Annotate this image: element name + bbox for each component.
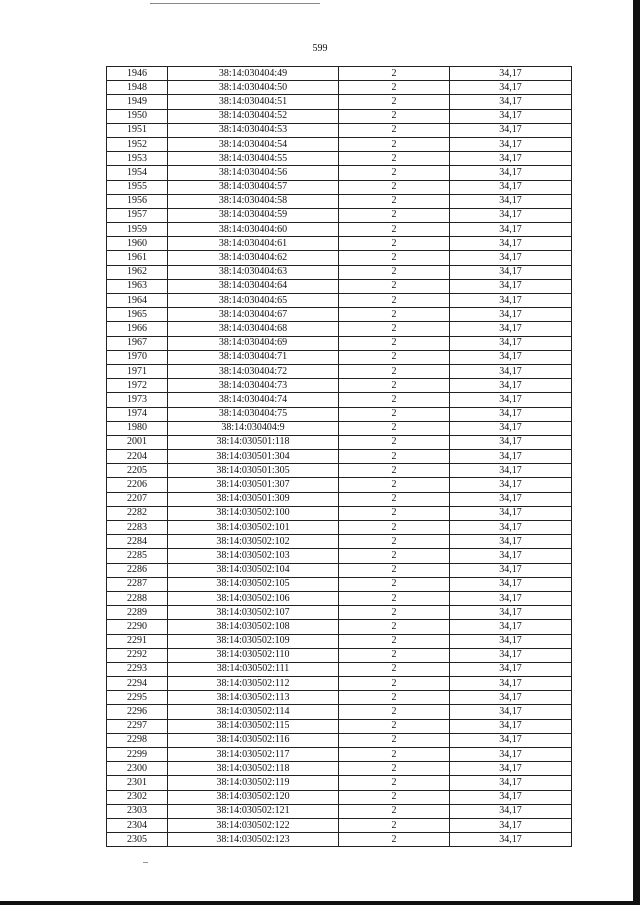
row-number-cell: 1962 <box>107 265 168 279</box>
count-cell: 2 <box>339 81 450 95</box>
table-row <box>107 748 572 762</box>
count-cell: 2 <box>339 265 450 279</box>
table-row <box>107 81 572 95</box>
cadastral-number-cell: 38:14:030502:120 <box>168 790 339 804</box>
cadastral-number-cell: 38:14:030404:61 <box>168 237 339 251</box>
row-number-cell: 2287 <box>107 577 168 591</box>
row-number-cell: 2206 <box>107 478 168 492</box>
table-row <box>107 223 572 237</box>
cadastral-number-cell: 38:14:030502:101 <box>168 521 339 535</box>
count-cell: 2 <box>339 109 450 123</box>
row-number-cell: 2293 <box>107 662 168 676</box>
count-cell: 2 <box>339 194 450 208</box>
count-cell: 2 <box>339 733 450 747</box>
table-row <box>107 350 572 364</box>
table-row <box>107 109 572 123</box>
row-number-cell: 2305 <box>107 833 168 847</box>
row-number-cell: 1948 <box>107 81 168 95</box>
row-number-cell: 2285 <box>107 549 168 563</box>
table-row <box>107 776 572 790</box>
count-cell: 2 <box>339 492 450 506</box>
count-cell: 2 <box>339 308 450 322</box>
table-row <box>107 478 572 492</box>
count-cell: 2 <box>339 577 450 591</box>
value-cell: 34,17 <box>450 265 572 279</box>
row-number-cell: 2291 <box>107 634 168 648</box>
value-cell: 34,17 <box>450 804 572 818</box>
count-cell: 2 <box>339 237 450 251</box>
cadastral-number-cell: 38:14:030404:49 <box>168 67 339 81</box>
table-body <box>107 67 572 847</box>
row-number-cell: 1965 <box>107 308 168 322</box>
table-row <box>107 677 572 691</box>
row-number-cell: 2289 <box>107 606 168 620</box>
cadastral-number-cell: 38:14:030404:55 <box>168 152 339 166</box>
cadastral-number-cell: 38:14:030404:58 <box>168 194 339 208</box>
count-cell: 2 <box>339 521 450 535</box>
page-number: 599 <box>312 43 328 54</box>
row-number-cell: 1964 <box>107 294 168 308</box>
cadastral-number-cell: 38:14:030501:307 <box>168 478 339 492</box>
cadastral-number-cell: 38:14:030502:109 <box>168 634 339 648</box>
scan-top-mark <box>150 0 320 4</box>
row-number-cell: 2204 <box>107 450 168 464</box>
cadastral-number-cell: 38:14:030404:54 <box>168 137 339 151</box>
table-row <box>107 521 572 535</box>
value-cell: 34,17 <box>450 152 572 166</box>
cadastral-number-cell: 38:14:030404:65 <box>168 294 339 308</box>
cadastral-number-cell: 38:14:030502:110 <box>168 648 339 662</box>
value-cell: 34,17 <box>450 294 572 308</box>
cadastral-number-cell: 38:14:030404:74 <box>168 393 339 407</box>
value-cell: 34,17 <box>450 549 572 563</box>
count-cell: 2 <box>339 762 450 776</box>
row-number-cell: 1967 <box>107 336 168 350</box>
count-cell: 2 <box>339 95 450 109</box>
table-row <box>107 152 572 166</box>
value-cell: 34,17 <box>450 591 572 605</box>
value-cell: 34,17 <box>450 677 572 691</box>
cadastral-number-cell: 38:14:030502:113 <box>168 691 339 705</box>
cadastral-number-cell: 38:14:030404:59 <box>168 208 339 222</box>
count-cell: 2 <box>339 464 450 478</box>
value-cell: 34,17 <box>450 521 572 535</box>
count-cell: 2 <box>339 535 450 549</box>
cadastral-number-cell: 38:14:030404:57 <box>168 180 339 194</box>
value-cell: 34,17 <box>450 776 572 790</box>
table-row <box>107 251 572 265</box>
value-cell: 34,17 <box>450 67 572 81</box>
value-cell: 34,17 <box>450 790 572 804</box>
value-cell: 34,17 <box>450 237 572 251</box>
row-number-cell: 1972 <box>107 379 168 393</box>
row-number-cell: 2302 <box>107 790 168 804</box>
value-cell: 34,17 <box>450 492 572 506</box>
value-cell: 34,17 <box>450 208 572 222</box>
cadastral-number-cell: 38:14:030404:62 <box>168 251 339 265</box>
cadastral-number-cell: 38:14:030501:305 <box>168 464 339 478</box>
row-number-cell: 2298 <box>107 733 168 747</box>
value-cell: 34,17 <box>450 620 572 634</box>
value-cell: 34,17 <box>450 393 572 407</box>
value-cell: 34,17 <box>450 506 572 520</box>
row-number-cell: 2304 <box>107 818 168 832</box>
count-cell: 2 <box>339 152 450 166</box>
row-number-cell: 2303 <box>107 804 168 818</box>
count-cell: 2 <box>339 223 450 237</box>
row-number-cell: 2001 <box>107 435 168 449</box>
count-cell: 2 <box>339 350 450 364</box>
table-row <box>107 421 572 435</box>
scan-edge-right <box>633 0 640 905</box>
table-row <box>107 620 572 634</box>
table-row <box>107 95 572 109</box>
value-cell: 34,17 <box>450 606 572 620</box>
value-cell: 34,17 <box>450 407 572 421</box>
cadastral-number-cell: 38:14:030404:52 <box>168 109 339 123</box>
value-cell: 34,17 <box>450 350 572 364</box>
count-cell: 2 <box>339 748 450 762</box>
table-row <box>107 535 572 549</box>
count-cell: 2 <box>339 634 450 648</box>
count-cell: 2 <box>339 833 450 847</box>
row-number-cell: 1952 <box>107 137 168 151</box>
row-number-cell: 1955 <box>107 180 168 194</box>
value-cell: 34,17 <box>450 450 572 464</box>
count-cell: 2 <box>339 506 450 520</box>
table-row <box>107 818 572 832</box>
value-cell: 34,17 <box>450 95 572 109</box>
count-cell: 2 <box>339 322 450 336</box>
table-row <box>107 137 572 151</box>
cadastral-number-cell: 38:14:030501:118 <box>168 435 339 449</box>
cadastral-number-cell: 38:14:030502:103 <box>168 549 339 563</box>
table-row <box>107 407 572 421</box>
cadastral-number-cell: 38:14:030502:122 <box>168 818 339 832</box>
table-row <box>107 393 572 407</box>
count-cell: 2 <box>339 435 450 449</box>
count-cell: 2 <box>339 776 450 790</box>
value-cell: 34,17 <box>450 733 572 747</box>
table-row <box>107 577 572 591</box>
value-cell: 34,17 <box>450 308 572 322</box>
cadastral-number-cell: 38:14:030502:100 <box>168 506 339 520</box>
table-row <box>107 450 572 464</box>
table-row <box>107 322 572 336</box>
value-cell: 34,17 <box>450 322 572 336</box>
table-row <box>107 492 572 506</box>
count-cell: 2 <box>339 563 450 577</box>
value-cell: 34,17 <box>450 364 572 378</box>
count-cell: 2 <box>339 450 450 464</box>
row-number-cell: 2300 <box>107 762 168 776</box>
cadastral-number-cell: 38:14:030404:73 <box>168 379 339 393</box>
value-cell: 34,17 <box>450 279 572 293</box>
count-cell: 2 <box>339 549 450 563</box>
value-cell: 34,17 <box>450 748 572 762</box>
count-cell: 2 <box>339 166 450 180</box>
row-number-cell: 1957 <box>107 208 168 222</box>
count-cell: 2 <box>339 294 450 308</box>
row-number-cell: 1971 <box>107 364 168 378</box>
row-number-cell: 2301 <box>107 776 168 790</box>
scan-edge-bottom <box>0 901 640 905</box>
table-row <box>107 606 572 620</box>
count-cell: 2 <box>339 137 450 151</box>
cadastral-number-cell: 38:14:030502:117 <box>168 748 339 762</box>
cadastral-number-cell: 38:14:030404:56 <box>168 166 339 180</box>
table-row <box>107 506 572 520</box>
cadastral-number-cell: 38:14:030404:68 <box>168 322 339 336</box>
value-cell: 34,17 <box>450 719 572 733</box>
row-number-cell: 2299 <box>107 748 168 762</box>
count-cell: 2 <box>339 705 450 719</box>
value-cell: 34,17 <box>450 81 572 95</box>
count-cell: 2 <box>339 180 450 194</box>
value-cell: 34,17 <box>450 379 572 393</box>
count-cell: 2 <box>339 677 450 691</box>
table-row <box>107 237 572 251</box>
count-cell: 2 <box>339 691 450 705</box>
value-cell: 34,17 <box>450 762 572 776</box>
row-number-cell: 1950 <box>107 109 168 123</box>
count-cell: 2 <box>339 478 450 492</box>
row-number-cell: 2284 <box>107 535 168 549</box>
table-row <box>107 180 572 194</box>
cadastral-number-cell: 38:14:030502:111 <box>168 662 339 676</box>
cadastral-number-cell: 38:14:030502:123 <box>168 833 339 847</box>
count-cell: 2 <box>339 123 450 137</box>
row-number-cell: 1960 <box>107 237 168 251</box>
count-cell: 2 <box>339 407 450 421</box>
count-cell: 2 <box>339 818 450 832</box>
row-number-cell: 2297 <box>107 719 168 733</box>
parcel-table <box>106 66 572 847</box>
cadastral-number-cell: 38:14:030502:104 <box>168 563 339 577</box>
table-row <box>107 833 572 847</box>
row-number-cell: 1951 <box>107 123 168 137</box>
value-cell: 34,17 <box>450 634 572 648</box>
table-row <box>107 379 572 393</box>
cadastral-number-cell: 38:14:030502:112 <box>168 677 339 691</box>
value-cell: 34,17 <box>450 180 572 194</box>
table-row <box>107 591 572 605</box>
row-number-cell: 1966 <box>107 322 168 336</box>
row-number-cell: 1961 <box>107 251 168 265</box>
table-row <box>107 208 572 222</box>
cadastral-number-cell: 38:14:030404:51 <box>168 95 339 109</box>
value-cell: 34,17 <box>450 123 572 137</box>
table-row <box>107 435 572 449</box>
row-number-cell: 1973 <box>107 393 168 407</box>
value-cell: 34,17 <box>450 662 572 676</box>
value-cell: 34,17 <box>450 691 572 705</box>
row-number-cell: 1954 <box>107 166 168 180</box>
count-cell: 2 <box>339 364 450 378</box>
cadastral-number-cell: 38:14:030404:72 <box>168 364 339 378</box>
cadastral-number-cell: 38:14:030502:114 <box>168 705 339 719</box>
value-cell: 34,17 <box>450 563 572 577</box>
table-row <box>107 790 572 804</box>
value-cell: 34,17 <box>450 166 572 180</box>
cadastral-number-cell: 38:14:030502:118 <box>168 762 339 776</box>
value-cell: 34,17 <box>450 648 572 662</box>
cadastral-number-cell: 38:14:030404:63 <box>168 265 339 279</box>
table-row <box>107 67 572 81</box>
table-row <box>107 563 572 577</box>
row-number-cell: 2295 <box>107 691 168 705</box>
cadastral-number-cell: 38:14:030404:53 <box>168 123 339 137</box>
cadastral-number-cell: 38:14:030502:121 <box>168 804 339 818</box>
row-number-cell: 2294 <box>107 677 168 691</box>
table-row <box>107 662 572 676</box>
count-cell: 2 <box>339 67 450 81</box>
cadastral-number-cell: 38:14:030502:102 <box>168 535 339 549</box>
table-row <box>107 308 572 322</box>
value-cell: 34,17 <box>450 705 572 719</box>
value-cell: 34,17 <box>450 833 572 847</box>
table-row <box>107 364 572 378</box>
row-number-cell: 2290 <box>107 620 168 634</box>
table-row <box>107 648 572 662</box>
row-number-cell: 2286 <box>107 563 168 577</box>
row-number-cell: 2205 <box>107 464 168 478</box>
table-row <box>107 719 572 733</box>
count-cell: 2 <box>339 591 450 605</box>
value-cell: 34,17 <box>450 137 572 151</box>
cadastral-number-cell: 38:14:030502:105 <box>168 577 339 591</box>
value-cell: 34,17 <box>450 421 572 435</box>
table-row <box>107 194 572 208</box>
row-number-cell: 2283 <box>107 521 168 535</box>
table-row <box>107 804 572 818</box>
count-cell: 2 <box>339 208 450 222</box>
cadastral-number-cell: 38:14:030404:50 <box>168 81 339 95</box>
cadastral-number-cell: 38:14:030502:116 <box>168 733 339 747</box>
cadastral-number-cell: 38:14:030404:75 <box>168 407 339 421</box>
table-row <box>107 166 572 180</box>
table-row <box>107 294 572 308</box>
count-cell: 2 <box>339 606 450 620</box>
row-number-cell: 2292 <box>107 648 168 662</box>
count-cell: 2 <box>339 279 450 293</box>
row-number-cell: 1974 <box>107 407 168 421</box>
table-row <box>107 336 572 350</box>
value-cell: 34,17 <box>450 251 572 265</box>
value-cell: 34,17 <box>450 478 572 492</box>
cadastral-number-cell: 38:14:030502:115 <box>168 719 339 733</box>
count-cell: 2 <box>339 393 450 407</box>
count-cell: 2 <box>339 719 450 733</box>
cadastral-number-cell: 38:14:030404:67 <box>168 308 339 322</box>
cadastral-number-cell: 38:14:030404:9 <box>168 421 339 435</box>
table-row <box>107 279 572 293</box>
table-row <box>107 733 572 747</box>
row-number-cell: 1959 <box>107 223 168 237</box>
cadastral-number-cell: 38:14:030502:106 <box>168 591 339 605</box>
value-cell: 34,17 <box>450 577 572 591</box>
value-cell: 34,17 <box>450 336 572 350</box>
row-number-cell: 1953 <box>107 152 168 166</box>
count-cell: 2 <box>339 421 450 435</box>
table-row <box>107 705 572 719</box>
row-number-cell: 1956 <box>107 194 168 208</box>
cadastral-number-cell: 38:14:030404:71 <box>168 350 339 364</box>
value-cell: 34,17 <box>450 435 572 449</box>
count-cell: 2 <box>339 379 450 393</box>
count-cell: 2 <box>339 648 450 662</box>
table-row <box>107 265 572 279</box>
row-number-cell: 2282 <box>107 506 168 520</box>
count-cell: 2 <box>339 662 450 676</box>
table-row <box>107 634 572 648</box>
count-cell: 2 <box>339 251 450 265</box>
value-cell: 34,17 <box>450 535 572 549</box>
count-cell: 2 <box>339 336 450 350</box>
cadastral-number-cell: 38:14:030502:119 <box>168 776 339 790</box>
row-number-cell: 2296 <box>107 705 168 719</box>
count-cell: 2 <box>339 790 450 804</box>
count-cell: 2 <box>339 804 450 818</box>
row-number-cell: 1970 <box>107 350 168 364</box>
row-number-cell: 2207 <box>107 492 168 506</box>
row-number-cell: 1946 <box>107 67 168 81</box>
table-row <box>107 464 572 478</box>
cadastral-number-cell: 38:14:030404:64 <box>168 279 339 293</box>
cadastral-number-cell: 38:14:030501:304 <box>168 450 339 464</box>
table-row <box>107 549 572 563</box>
value-cell: 34,17 <box>450 223 572 237</box>
cadastral-number-cell: 38:14:030501:309 <box>168 492 339 506</box>
table-row <box>107 691 572 705</box>
row-number-cell: 2288 <box>107 591 168 605</box>
table-row <box>107 762 572 776</box>
scan-speck <box>143 862 148 863</box>
cadastral-number-cell: 38:14:030404:60 <box>168 223 339 237</box>
value-cell: 34,17 <box>450 109 572 123</box>
cadastral-number-cell: 38:14:030502:108 <box>168 620 339 634</box>
table-row <box>107 123 572 137</box>
row-number-cell: 1949 <box>107 95 168 109</box>
value-cell: 34,17 <box>450 194 572 208</box>
cadastral-number-cell: 38:14:030502:107 <box>168 606 339 620</box>
count-cell: 2 <box>339 620 450 634</box>
row-number-cell: 1980 <box>107 421 168 435</box>
row-number-cell: 1963 <box>107 279 168 293</box>
cadastral-number-cell: 38:14:030404:69 <box>168 336 339 350</box>
value-cell: 34,17 <box>450 464 572 478</box>
value-cell: 34,17 <box>450 818 572 832</box>
